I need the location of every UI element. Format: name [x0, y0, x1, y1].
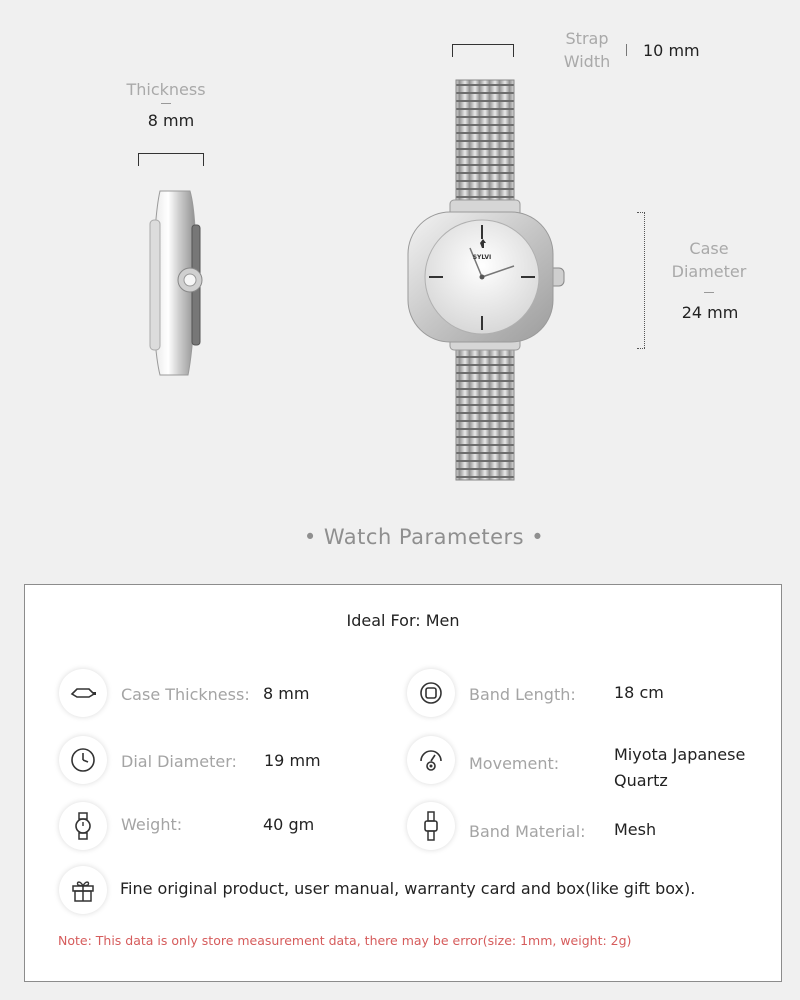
- case-thickness-label: Case Thickness:: [121, 685, 250, 704]
- case-label-1: Case: [689, 239, 729, 258]
- strap-label-1: Strap: [565, 29, 609, 48]
- ideal-for-text: Ideal For: Men: [346, 611, 460, 630]
- strap-value: 10 mm: [643, 41, 700, 60]
- thickness-label: Thickness: [126, 80, 206, 99]
- parameters-card: [24, 584, 782, 982]
- gift-box-icon: [59, 866, 107, 914]
- dial-diameter-label: Dial Diameter:: [121, 752, 237, 771]
- wristwatch-icon: [59, 802, 107, 850]
- thickness-bracket: [138, 153, 204, 166]
- package-text: Fine original product, user manual, warranty card and box(like gift box).: [120, 879, 696, 898]
- band-material-label: Band Material:: [469, 822, 586, 841]
- band-length-icon: [407, 669, 455, 717]
- measurement-note: Note: This data is only store measurement data, there may be error(size: 1mm, weight: 2g): [58, 933, 632, 948]
- watch-side-view: [130, 185, 220, 380]
- band-length-value: 18 cm: [614, 683, 664, 702]
- movement-label: Movement:: [469, 754, 560, 773]
- movement-value-line1: Miyota Japanese: [614, 745, 746, 764]
- dial-diameter-value: 19 mm: [264, 751, 321, 770]
- case-thickness-value: 8 mm: [263, 684, 310, 703]
- watch-band-icon: [407, 802, 455, 850]
- band-material-value: Mesh: [614, 820, 657, 839]
- clock-icon: [59, 736, 107, 784]
- case-thickness-icon: [59, 669, 107, 717]
- section-title: • Watch Parameters •: [303, 525, 545, 549]
- watch-brand-text: SYLVI: [472, 254, 492, 261]
- case-dash: [704, 292, 714, 293]
- thickness-dash: [161, 103, 171, 104]
- case-diameter-tick-bottom: [637, 348, 645, 349]
- thickness-value: 8 mm: [147, 111, 195, 130]
- weight-value: 40 gm: [263, 815, 315, 834]
- strap-label-2: Width: [563, 52, 611, 71]
- movement-value-line2: Quartz: [614, 771, 668, 790]
- weight-label: Weight:: [121, 815, 183, 834]
- band-length-label: Band Length:: [469, 685, 576, 704]
- case-diameter-line: [644, 212, 645, 348]
- strap-width-bracket: [452, 44, 514, 57]
- case-value: 24 mm: [681, 303, 739, 322]
- strap-tick: [626, 44, 627, 56]
- watch-front-view: [400, 78, 590, 490]
- movement-gear-icon: [407, 736, 455, 784]
- case-label-2: Diameter: [671, 262, 747, 281]
